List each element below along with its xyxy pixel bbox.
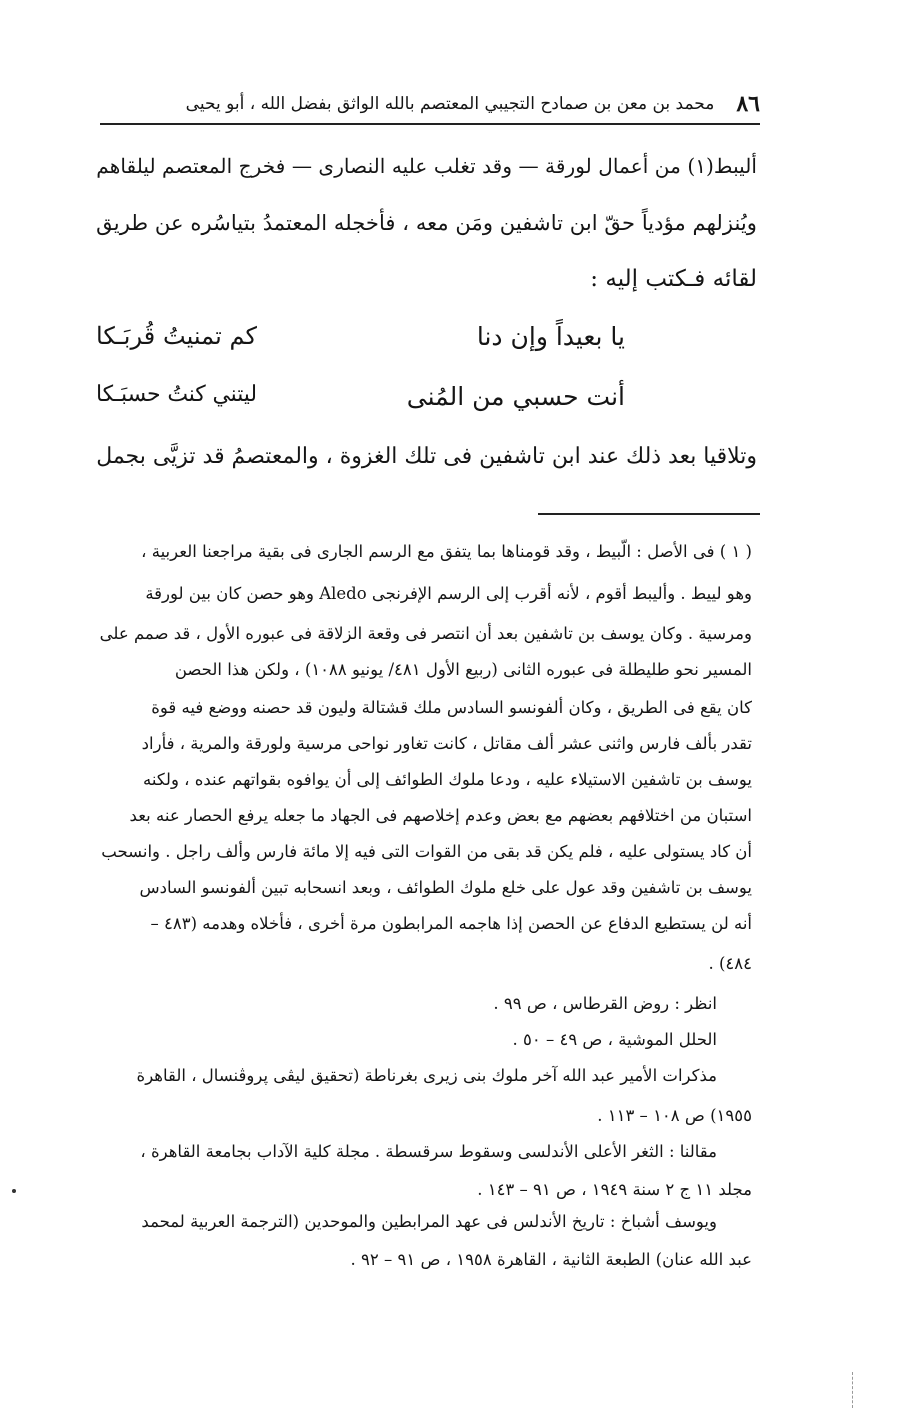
footnote-line-10: يوسف بن تاشفين وقد عول على خلع ملوك الطوائف ، وبعد انسحابه تبين ألفونسو السادس <box>139 878 752 897</box>
footnote-rule <box>538 513 760 515</box>
footnote-line-6: تقدر بألف فارس واثنى عشر ألف مقاتل ، كانت تغاور نواحى مرسية ولورقة والمرية ، فأراد <box>141 734 752 753</box>
running-head: محمد بن معن بن صمادح التجيبي المعتصم بالله الواثق بفضل الله ، أبو يحيى <box>185 94 715 114</box>
footnote-line-8: استبان من اختلافهم بعضهم مع بعض وعدم إخلاصهم فى الجهاد ما جعله يرفع الحصار عنه بعد <box>129 806 752 825</box>
header-rule <box>100 123 760 125</box>
verse-2-second-hemistich: ليتني كنتُ حسبَـكا <box>96 382 257 407</box>
footnote-reference-5: ويوسف أشباخ : تاريخ الأندلس فى عهد المرابطين والموحدين (الترجمة العربية لمحمد <box>141 1212 717 1231</box>
footnote-reference-4-cont: مجلد ١١ ج ٢ سنة ١٩٤٩ ، ص ٩١ – ١٤٣ . <box>477 1180 752 1199</box>
footnote-line-11: أنه لن يستطيع الدفاع عن الحصن إذا هاجمه المرابطون مرة أخرى ، فأخلاه وهدمه (٤٨٣ – <box>150 914 752 933</box>
footnote-line-5: كان يقع فى الطريق ، وكان ألفونسو السادس ملك قشتالة وليون قد حصنه ووضع فيه قوة <box>151 698 752 717</box>
footnote-line-2: وهو لييط . وأليبط أقوم ، لأنه أقرب إلى الرسم الإفرنجى Aledo وهو حصن كان بين لورقة <box>145 584 752 603</box>
footnote-reference-2: الحلل الموشية ، ص ٤٩ – ٥٠ . <box>512 1030 717 1049</box>
body-line-2: ويُنزلهم مؤدياً حقّ ابن تاشفين ومَن معه ، فأخجله المعتمدُ بتياسُره عن طريق <box>96 210 757 235</box>
footnote-line-9: أن كاد يستولى عليه ، فلم يكن قد بقى من القوات التى فيه إلا مائة فارس وألف راجل . وانسحب <box>101 842 752 861</box>
body-line-3: لقائه فـكتب إليه : <box>590 266 757 292</box>
footnote-reference-3-cont: ١٩٥٥) ص ١٠٨ – ١١٣ . <box>597 1106 752 1125</box>
footnote-reference-3: مذكرات الأمير عبد الله آخر ملوك بنى زيرى بغرناطة (تحقيق ليڤى پروڤنسال ، القاهرة <box>136 1066 717 1085</box>
footnote-line-1: ( ١ ) فى الأصل : الّبيط ، وقد قومناها بما يتفق مع الرسم الجارى فى بقية مراجعنا العربية ، <box>141 542 752 561</box>
footnote-line-4: المسير نحو طليطلة فى عبوره الثانى (ربيع الأول ٤٨١/ يونيو ١٠٨٨) ، ولكن هذا الحصن <box>174 660 752 679</box>
body-line-4: وتلاقيا بعد ذلك عند ابن تاشفين فى تلك الغزوة ، والمعتصمُ قد تزيَّى بجمل <box>96 444 757 469</box>
footnote-line-12: ٤٨٤) . <box>708 954 752 973</box>
footnote-reference-1: انظر : روض القرطاس ، ص ٩٩ . <box>493 994 717 1013</box>
page-number: ٨٦ <box>736 91 760 117</box>
verse-1-first-hemistich: يا بعيداً وإن دنا <box>476 322 625 351</box>
body-line-1: أليبط(١) من أعمال لورقة — وقد تغلب عليه النصارى — فخرج المعتصم ليلقاهم <box>96 154 757 178</box>
verse-1-second-hemistich: كم تمنيتُ قُربَـكا <box>96 322 257 350</box>
footnote-line-3: ومرسية . وكان يوسف بن تاشفين بعد أن انتصر فى وقعة الزلاقة فى عبوره الأول ، قد صمم على <box>99 624 752 643</box>
margin-speck <box>12 1189 16 1193</box>
page-header <box>100 84 760 124</box>
footnote-reference-5-cont: عبد الله عنان) الطبعة الثانية ، القاهرة ١٩٥٨ ، ص ٩١ – ٩٢ . <box>350 1250 752 1269</box>
footnote-reference-4: مقالنا : الثغر الأعلى الأندلسى وسقوط سرقسطة . مجلة كلية الآداب بجامعة القاهرة ، <box>140 1142 717 1161</box>
verse-2-first-hemistich: أنت حسبي من المُنى <box>406 382 625 411</box>
scan-edge-mark <box>852 1372 854 1408</box>
footnote-line-7: يوسف بن تاشفين الاستيلاء عليه ، ودعا ملوك الطوائف إلى أن يوافوه بقواتهم عنده ، ولكنه <box>143 770 752 789</box>
